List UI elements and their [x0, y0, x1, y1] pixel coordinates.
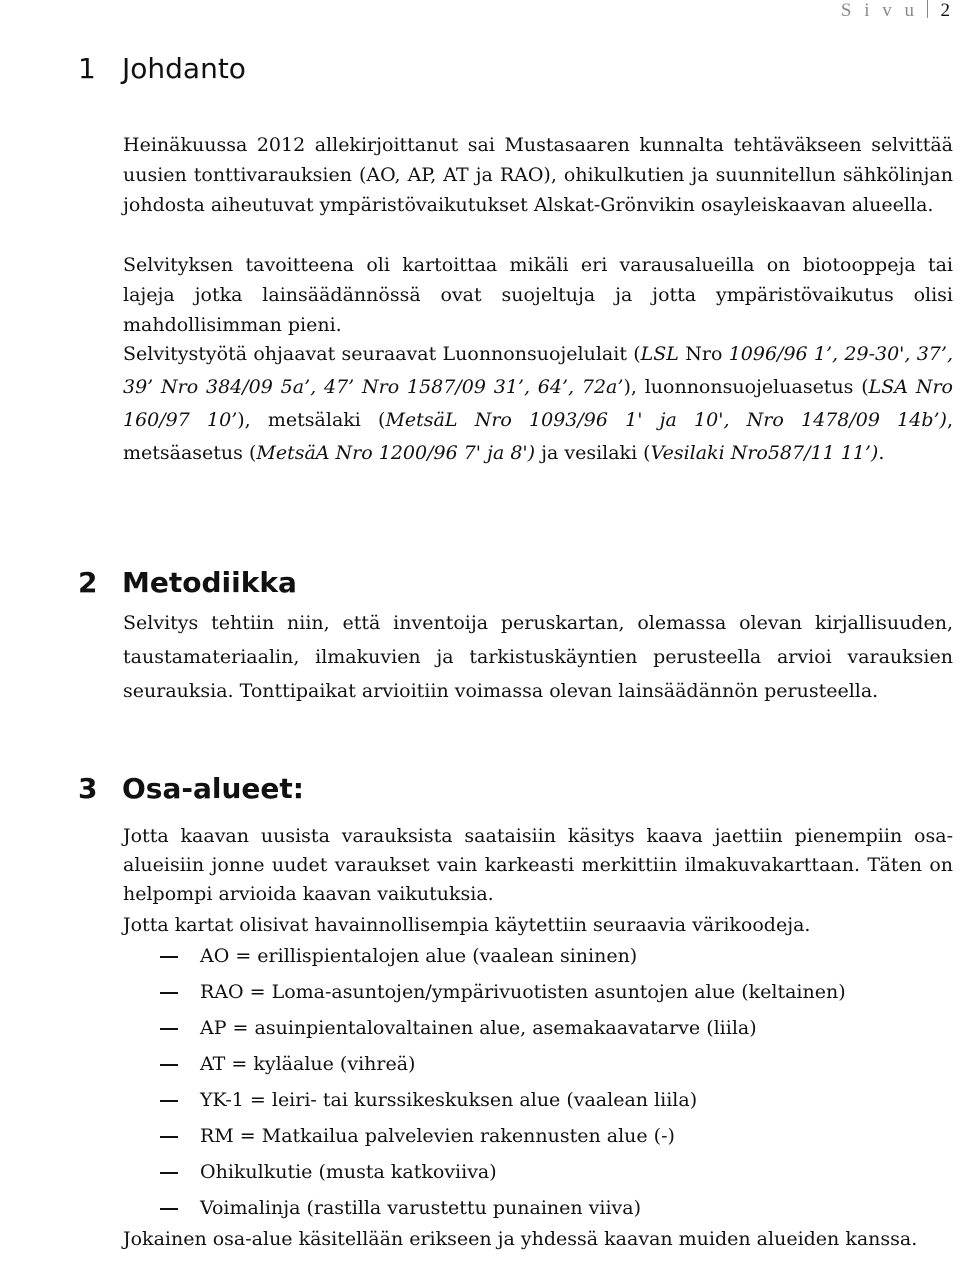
law-ref: MetsäA Nro 1200/96 7' ja 8') — [256, 442, 536, 464]
color-code-list — [123, 938, 953, 1226]
section-number: 2 — [78, 566, 98, 599]
dash-bullet — [160, 1172, 178, 1174]
law-ref: LSA Nro 160/97 10’ — [123, 376, 953, 431]
osa-alueet-paragraph-3 — [123, 1222, 953, 1256]
intro-paragraph-2 — [123, 250, 953, 340]
list-item-text: RAO = Loma-asuntojen/ympärivuotisten asuntojen alue (keltainen) — [200, 981, 846, 1003]
intro-paragraph-3 — [123, 338, 953, 470]
law-text: ), metsälaki ( — [237, 409, 386, 431]
section-heading-metodiikka — [78, 566, 297, 599]
metodiikka-text: Selvitys tehtiin niin, että inventoija peruskartan, olemassa olevan kirjallisuuden, taustamateriaalin, ilmakuvien ja tarkistuskäyntien perusteella arvioi varauksien seurauksia. Tonttipaikat arvioitiin voimassa olevan lainsäädännön perusteella. — [123, 612, 953, 702]
list-item — [123, 1154, 953, 1190]
list-item — [123, 1082, 953, 1118]
section-title: Johdanto — [122, 52, 246, 85]
intro-text-3 — [123, 338, 953, 470]
law-text: . — [878, 442, 885, 464]
law-ref: LSL — [640, 343, 679, 365]
section-number: 1 — [78, 52, 96, 85]
list-item-text: AO = erillispientalojen alue (vaalean sininen) — [200, 945, 638, 967]
list-item-text: Ohikulkutie (musta katkoviiva) — [200, 1161, 497, 1183]
list-item — [123, 1010, 953, 1046]
dash-bullet — [160, 1028, 178, 1030]
list-item — [123, 974, 953, 1010]
section-title: Metodiikka — [122, 566, 297, 599]
dash-bullet — [160, 1208, 178, 1210]
dash-bullet — [160, 1100, 178, 1102]
list-item-text: AP = asuinpientalovaltainen alue, asemakaavatarve (liila) — [200, 1017, 757, 1039]
osa-alueet-text-1: Jotta kaavan uusista varauksista saataisiin käsitys kaava jaettiin pienempiin osa-alueisiin jonne uudet varaukset vain karkeasti merkittiin ilmakuvakarttaan. Täten on helpompi arvioida kaavan vaikutuksia. — [123, 825, 953, 905]
intro-paragraph-1 — [123, 130, 953, 220]
law-ref: Vesilaki Nro587/11 11’) — [650, 442, 879, 464]
law-text: ), luonnonsuojeluasetus ( — [623, 376, 869, 398]
law-ref: MetsäL Nro 1093/96 1' ja 10', Nro 1478/09 14b’) — [385, 409, 947, 431]
page-header — [0, 0, 960, 26]
law-text: Nro — [678, 343, 729, 365]
list-item-text: AT = kyläalue (vihreä) — [200, 1053, 416, 1075]
list-item — [123, 1190, 953, 1226]
header-separator — [927, 0, 928, 18]
section-heading-osa-alueet — [78, 772, 304, 805]
osa-alueet-text-3: Jokainen osa-alue käsitellään erikseen ja yhdessä kaavan muiden alueiden kanssa. — [123, 1228, 918, 1250]
list-item — [123, 1046, 953, 1082]
list-item-text: YK-1 = leiri- tai kurssikeskuksen alue (vaalean liila) — [200, 1089, 698, 1111]
page-label: S i v u — [840, 0, 918, 21]
section-number: 3 — [78, 772, 98, 805]
metodiikka-paragraph — [123, 606, 953, 708]
osa-alueet-paragraph-2 — [123, 911, 953, 940]
intro-text-1: Heinäkuussa 2012 allekirjoittanut sai Mustasaaren kunnalta tehtäväkseen selvittää uusien tonttivarauksien (AO, AP, AT ja RAO), ohikulkutien ja suunnitellun sähkölinjan johdosta aiheutuvat ympäristövaikutukset Alskat-Grönvikin osayleiskaavan alueella. — [123, 134, 953, 216]
law-text: Selvitystyötä ohjaavat seuraavat Luonnonsuojelulait ( — [123, 343, 641, 365]
section-title: Osa-alueet: — [122, 772, 304, 805]
intro-text-2: Selvityksen tavoitteena oli kartoittaa mikäli eri varausalueilla on biotooppeja tai lajeja jotka lainsäädännössä ovat suojeltuja ja jotta ympäristövaikutus olisi mahdollisimman pieni. — [123, 254, 953, 336]
list-item — [123, 1118, 953, 1154]
page-number: 2 — [940, 0, 950, 21]
list-item — [123, 938, 953, 974]
law-ref: 1096/96 1’, 29-30', 37’, 39’ Nro 384/09 5a’, 47’ Nro 1587/09 31’, 64’, 72a’ — [123, 343, 953, 398]
law-text: ja vesilaki ( — [535, 442, 651, 464]
list-item-text: RM = Matkailua palvelevien rakennusten alue (-) — [200, 1125, 675, 1147]
osa-alueet-text-2: Jotta kartat olisivat havainnollisempia käytettiin seuraavia värikoodeja. — [123, 914, 811, 936]
list-item-text: Voimalinja (rastilla varustettu punainen viiva) — [200, 1197, 642, 1219]
dash-bullet — [160, 992, 178, 994]
osa-alueet-paragraph-1 — [123, 822, 953, 909]
dash-bullet — [160, 1064, 178, 1066]
dash-bullet — [160, 1136, 178, 1138]
section-heading-johdanto — [78, 52, 246, 85]
law-text: , metsäasetus ( — [123, 409, 953, 464]
dash-bullet — [160, 956, 178, 958]
